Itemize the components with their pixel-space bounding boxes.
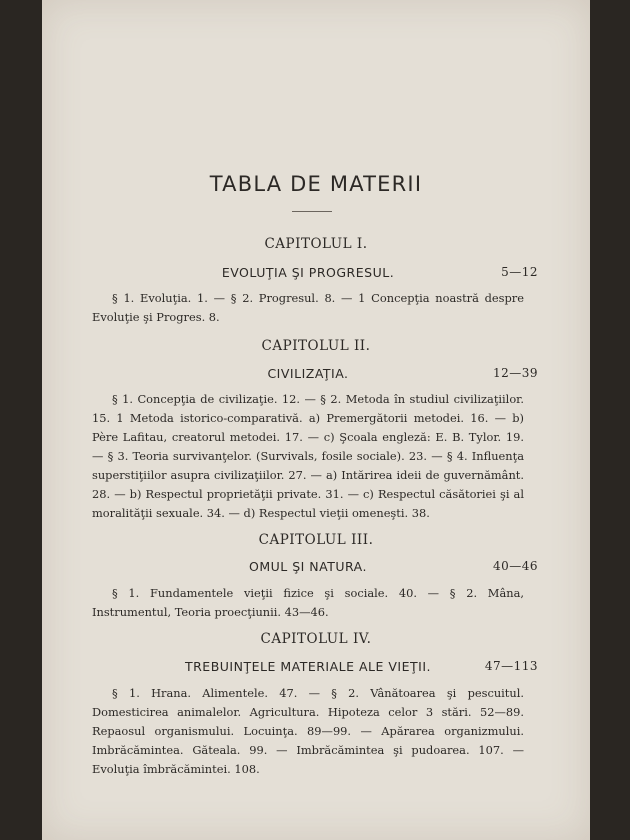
title-rule bbox=[292, 211, 332, 212]
chapter-2-heading: CAPITOLUL II. bbox=[261, 338, 371, 354]
chapter-4-contents: § 1. Hrana. Alimentele. 47. — § 2. Vânătoarea şi pescuitul. Domesticirea animalelor. Agricultura. Hipoteza celor 3 stări. 52—89. Repaosul organismului. Locuinţa. 89—99. — Apărarea organizmului. Imbrăcămintea. Găteala. 99. — Imbrăcămintea şi pudoarea. 107. — Evoluţia îmbrăcămintei. 108. bbox=[92, 686, 524, 776]
chapter-3-pages: 40—46 bbox=[492, 559, 538, 573]
chapter-4-section-title: TREBUINŢELE MATERIALE ALE VIEŢII. bbox=[184, 659, 431, 674]
chapter-3-section-title: OMUL ŞI NATURA. bbox=[248, 559, 367, 574]
chapter-1-contents: § 1. Evoluţia. 1. — § 2. Progresul. 8. — 1 Concepţia noastră despre Evoluţie şi Progres. 8. bbox=[92, 291, 524, 324]
chapter-3-heading: CAPITOLUL III. bbox=[258, 532, 374, 548]
book-page bbox=[42, 0, 590, 840]
chapter-4-heading: CAPITOLUL IV. bbox=[260, 631, 372, 647]
chapter-1-heading: CAPITOLUL I. bbox=[264, 236, 368, 252]
chapter-1-pages: 5—12 bbox=[501, 265, 538, 279]
chapter-4-pages: 47—113 bbox=[484, 659, 538, 673]
chapter-3-contents: § 1. Fundamentele vieţii fizice şi sociale. 40. — § 2. Mâna, Instrumentul, Teoria proecţiunii. 43—46. bbox=[92, 586, 524, 619]
chapter-2-section-title: CIVILIZAŢIA. bbox=[267, 366, 349, 381]
chapter-1-section-title: EVOLUŢIA ŞI PROGRESUL. bbox=[221, 265, 395, 280]
chapter-2-pages: 12—39 bbox=[492, 366, 538, 380]
toc-title: TABLA DE MATERII bbox=[209, 172, 423, 196]
chapter-2-contents: § 1. Concepţia de civilizaţie. 12. — § 2. Metoda în studiul civilizaţiilor. 15. 1 Metoda istorico-comparativă. a) Premergătorii metodei. 16. — b) Père Lafitau, creatorul metodei. 17. — c) Şcoala engleză: E. B. Tylor. 19. — § 3. Teoria survivanţelor. (Survivals, fosile sociale). 23. — § 4. Influenţa superstiţiilor asupra civilizaţiilor. 27. — a) Intărirea ideii de guvernământ. 28. — b) Respectul proprietăţii private. 31. — c) Respectul căsătoriei şi al moralităţii sexuale. 34. — d) Respectul vieţii omeneşti. 38. bbox=[92, 392, 524, 520]
